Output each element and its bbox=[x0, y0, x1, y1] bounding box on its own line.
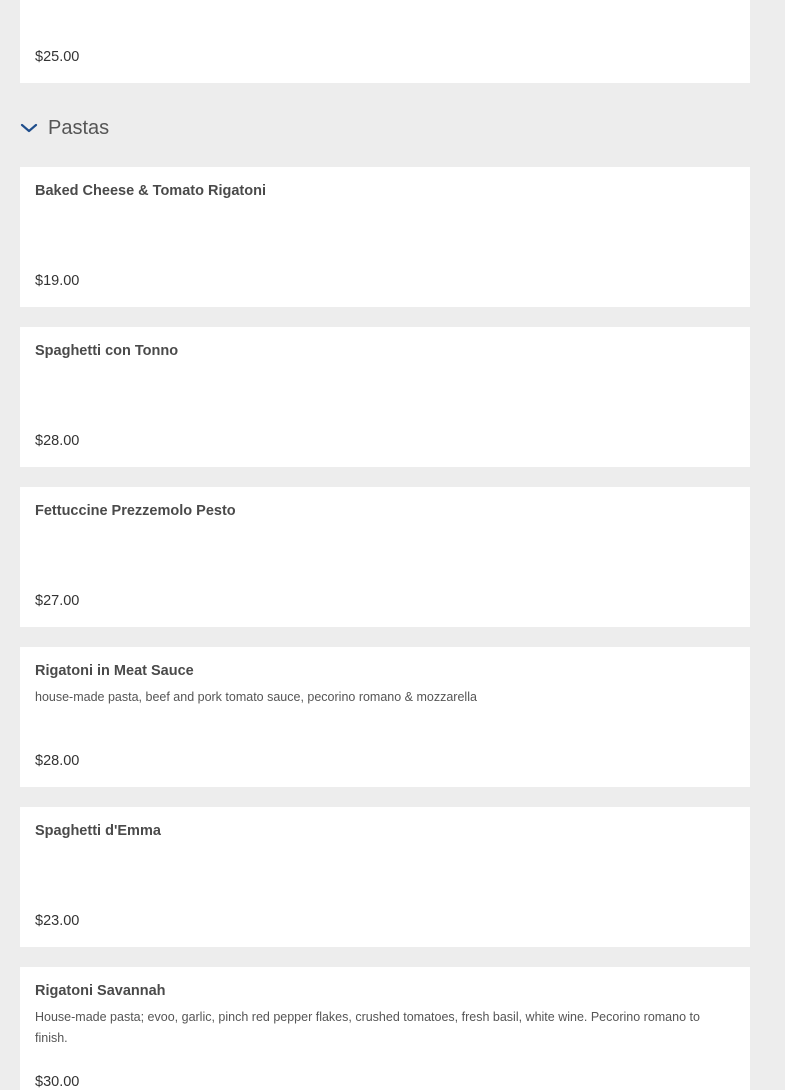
item-name: Fettuccine Prezzemolo Pesto bbox=[35, 503, 236, 519]
item-name: Rigatoni Savannah bbox=[35, 983, 166, 999]
menu-item-card[interactable] bbox=[20, 167, 750, 307]
item-name: Rigatoni in Meat Sauce bbox=[35, 663, 194, 679]
section-header-pastas[interactable] bbox=[20, 113, 109, 143]
item-price: $28.00 bbox=[35, 753, 80, 769]
item-name: Spaghetti con Tonno bbox=[35, 343, 179, 359]
item-price: $30.00 bbox=[35, 1074, 80, 1090]
menu-item-card[interactable] bbox=[20, 647, 750, 787]
item-description: house-made pasta, beef and pork tomato sauce, pecorino romano & mozzarella bbox=[35, 690, 477, 704]
item-name: Baked Cheese & Tomato Rigatoni bbox=[35, 183, 266, 199]
chevron-down-icon bbox=[20, 122, 38, 134]
item-price: $27.00 bbox=[35, 593, 80, 609]
section-title: Pastas bbox=[48, 117, 110, 139]
menu-item-card[interactable] bbox=[20, 487, 750, 627]
menu-item-card[interactable] bbox=[20, 0, 750, 83]
item-price: $19.00 bbox=[35, 273, 80, 289]
item-price: $25.00 bbox=[35, 49, 80, 65]
item-description: House-made pasta; evoo, garlic, pinch red pepper flakes, crushed tomatoes, fresh basil, white wine. Pecorino romano to finish. bbox=[35, 1010, 700, 1045]
menu-item-card[interactable] bbox=[20, 807, 750, 947]
item-price: $28.00 bbox=[35, 433, 80, 449]
item-price: $23.00 bbox=[35, 913, 80, 929]
item-name: Spaghetti d'Emma bbox=[35, 823, 161, 839]
menu-item-card[interactable] bbox=[20, 967, 750, 1090]
menu-item-card[interactable] bbox=[20, 327, 750, 467]
